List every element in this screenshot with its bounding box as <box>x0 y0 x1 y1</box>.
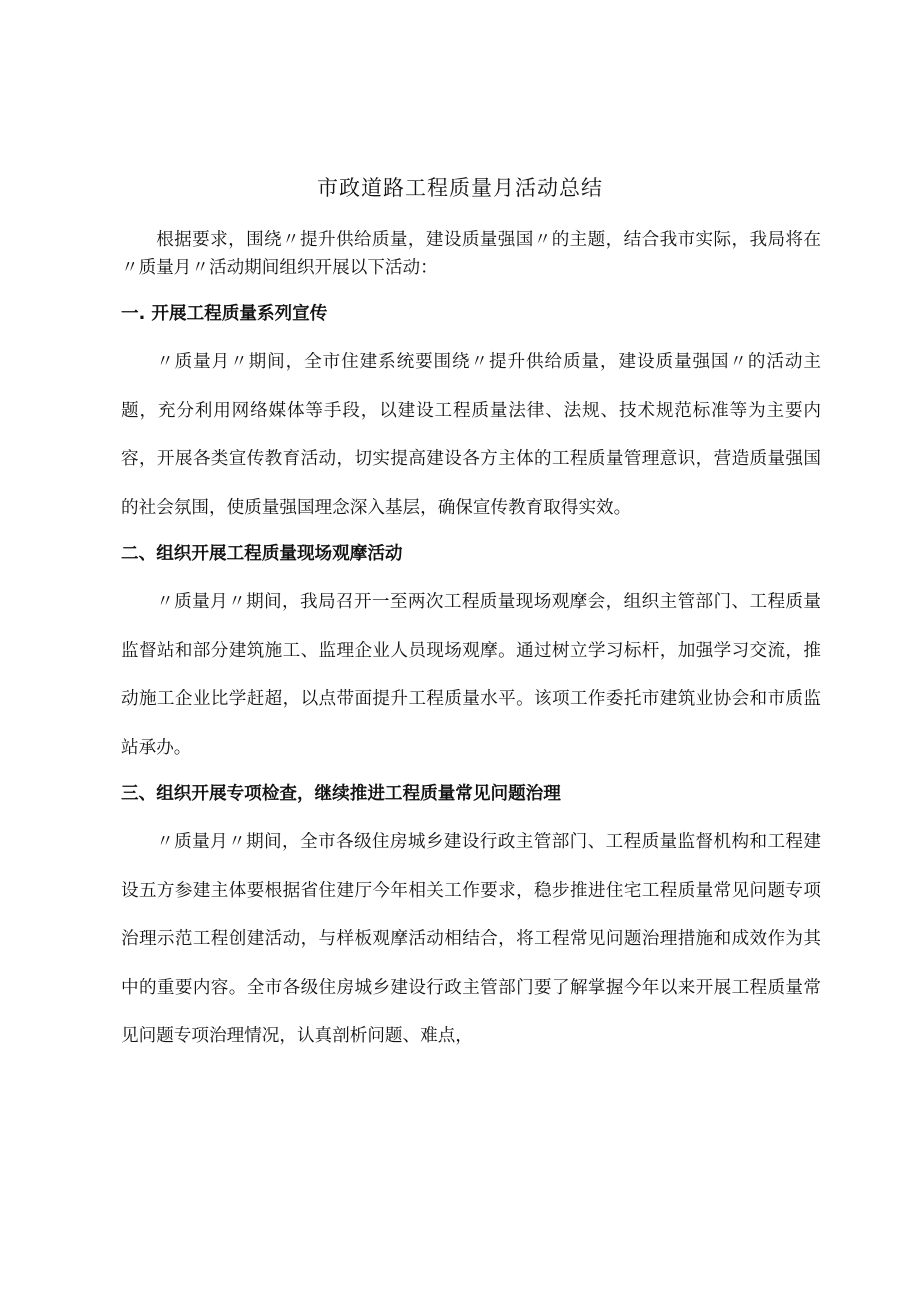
section-1-heading: 一. 开展工程质量系列宣传 <box>121 304 328 324</box>
section-2-heading: 二、组织开展工程质量现场观摩活动 <box>121 544 403 564</box>
section-1-body: 〃质量月〃期间，全市住建系统要围绕〃提升供给质量，建设质量强国〃的活动主题，充分利用网络媒体等手段，以建设工程质量法律、法规、技术规范标准等为主要内容，开展各类宣传教育活动，切实提高建设各方主体的工程质量管理意识，营造质量强国的社会氛围，使质量强国理念深入基层，确保宣传教育取得实效。 <box>121 352 821 518</box>
section-2-body: 〃质量月〃期间，我局召开一至两次工程质量现场观摩会，组织主管部门、工程质量监督站和部分建筑施工、监理企业人员现场观摩。通过树立学习标杆，加强学习交流，推动施工企业比学赶超，以点带面提升工程质量水平。该项工作委托市建筑业协会和市质监站承办。 <box>121 592 821 758</box>
section-3-body: 〃质量月〃期间，全市各级住房城乡建设行政主管部门、工程质量监督机构和工程建设五方参建主体要根据省住建厅今年相关工作要求，稳步推进住宅工程质量常见问题专项治理示范工程创建活动，与样板观摩活动相结合，将工程常见问题治理措施和成效作为其中的重要内容。全市各级住房城乡建设行政主管部门要了解掌握今年以来开展工程质量常见问题专项治理情况，认真剖析问题、难点， <box>121 832 821 1046</box>
document-body <box>121 226 821 1061</box>
document-title: 市政道路工程质量月活动总结 <box>317 176 603 200</box>
intro-paragraph: 根据要求，围绕〃提升供给质量，建设质量强国〃的主题，结合我市实际，我局将在〃质量月〃活动期间组织开展以下活动： <box>121 230 821 278</box>
section-3-heading: 三、组织开展专项检查，继续推进工程质量常见问题治理 <box>121 784 561 804</box>
